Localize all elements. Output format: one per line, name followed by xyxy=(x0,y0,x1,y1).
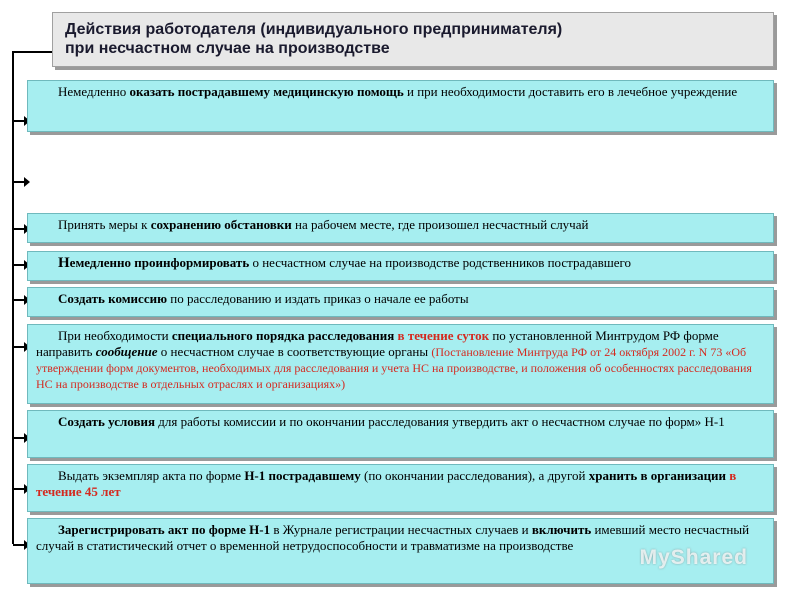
step-2-rest: на рабочем месте, где произошел несчастный случай xyxy=(291,217,589,232)
arrow-1 xyxy=(13,120,25,122)
connector-spine xyxy=(12,52,14,544)
arrow-6 xyxy=(13,437,25,439)
title-line-2: при несчастном случае на производстве xyxy=(65,40,390,57)
step-4-box xyxy=(27,287,774,317)
step-7-bold2: хранить в организации xyxy=(588,468,727,483)
step-3-rest: о несчастном случае на производстве родственников пострадавшего xyxy=(249,255,632,270)
step-6-bold: Создать условия xyxy=(58,414,156,429)
arrow-3 xyxy=(13,264,25,266)
step-8-bold2: включить xyxy=(531,522,592,537)
step-1-bold: оказать пострадавшему медицинскую помощь xyxy=(129,84,404,99)
arrow-2 xyxy=(13,228,25,230)
step-5-box xyxy=(27,324,774,404)
step-1-rest: и при необходимости доставить его в лечебное учреждение xyxy=(403,84,738,99)
step-2-bold: сохранению обстановки xyxy=(150,217,292,232)
step-2-box xyxy=(27,213,774,243)
step-5-italic: сообщение xyxy=(95,344,158,359)
step-1-lead: Немедленно xyxy=(58,84,130,99)
step-4-rest: по расследованию и издать приказ о начале ее работы xyxy=(167,291,469,306)
step-7-deadline: в течение 45 лет xyxy=(36,468,737,499)
step-8-mid: в Журнале регистрации несчастных случаев и xyxy=(270,522,532,537)
step-3-box xyxy=(27,251,774,281)
step-2-lead: Принять меры к xyxy=(58,217,151,232)
step-7-box xyxy=(27,464,774,512)
step-7-bold: Н-1 пострадавшему xyxy=(244,468,361,483)
arrow-empty xyxy=(13,181,25,183)
arrow-4 xyxy=(13,299,25,301)
step-7-lead: Выдать экземпляр акта по форме xyxy=(58,468,245,483)
step-6-box xyxy=(27,410,774,458)
diagram-title xyxy=(52,12,774,67)
connector-top xyxy=(12,51,52,53)
step-3-initial: Н xyxy=(58,255,70,271)
arrow-8 xyxy=(13,544,25,546)
arrow-7 xyxy=(13,488,25,490)
title-line-1: Действия работодателя (индивидуального предпринимателя) xyxy=(65,21,563,38)
step-3-bold: емедленно проинформировать xyxy=(69,255,250,270)
step-6-rest: для работы комиссии и по окончании расследования утвердить акт о несчастном случае по форм» Н-1 xyxy=(155,414,725,429)
step-5-mid: по установленной Минтрудом РФ форме направить xyxy=(36,328,719,359)
step-5-mid2: о несчастном случае в соответствующие органы xyxy=(157,344,432,359)
step-5-lead: При необходимости xyxy=(58,328,172,343)
step-4-bold: Создать комиссию xyxy=(58,291,168,306)
step-8-rest: имевший место несчастный случай в статистический отчет о временной нетрудоспособности и травматизме на производстве xyxy=(36,522,750,553)
step-8-bold: Зарегистрировать акт по форме Н-1 xyxy=(58,522,271,537)
watermark-logo: MyShared xyxy=(639,546,748,569)
step-5-regulation: (Постановление Минтруда РФ от 24 октября 2002 г. N 73 «Об утверждении форм документов, необходимых для расследования и учета НС на производстве, и положения об особенностях расследования НС на производстве в отдельных отраслях и организациях») xyxy=(36,345,752,391)
arrow-5 xyxy=(13,346,25,348)
step-7-mid: (по окончании расследования), а другой xyxy=(360,468,589,483)
step-1-box xyxy=(27,80,774,132)
step-5-deadline: в течение суток xyxy=(394,328,490,343)
step-5-bold: специального порядка расследования xyxy=(171,328,395,343)
